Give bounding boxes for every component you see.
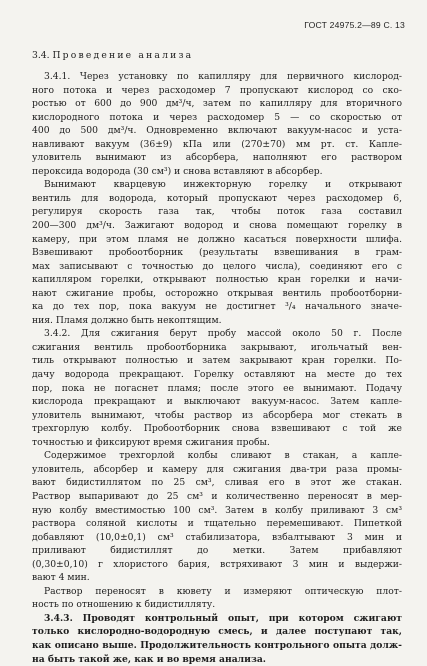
text-line: пор, пока не погаснет пламя; после этого ее вынимают. Подачу: [32, 382, 402, 394]
text-line: на быть такой же, как и во время анализа.: [32, 653, 266, 665]
text-line: кислородного потока и через расходомер 5 — со скоростью от: [32, 111, 402, 123]
text-line: 3.4.1. Через установку по капилляру для первичного кислород-: [44, 71, 402, 82]
text-line: добавляют (10,0±0,1) см³ стабилизатора, взбалтывают 3 мин и: [32, 531, 402, 543]
page-header: ГОСТ 24975.2—89 С. 13: [304, 20, 405, 30]
text-line: 3.4.3. Проводят контрольный опыт, при котором сжигают: [44, 612, 402, 624]
text-line: как описано выше. Продолжительность контрольного опыта долж-: [32, 639, 402, 651]
text-line: 200—300 дм³/ч. Зажигают водород и снова помещают горелку в: [32, 220, 402, 232]
text-line: ростью от 600 до 900 дм³/ч, затем по капилляру для вторичного: [32, 98, 402, 110]
text-line: 3.4.2. Для сжигания берут пробу массой около 50 г. После: [44, 328, 402, 340]
text-line: Раствор переносят в кювету и измеряют оптическую плот-: [44, 585, 402, 597]
text-line: только кислородно-водородную смесь, и далее поступают так,: [32, 626, 402, 638]
text-line: ного потока и через расходомер 7 пропускают кислород со ско-: [32, 84, 402, 96]
text-line: ную колбу вместимостью 100 см³. Затем в колбу приливают 3 см³: [32, 504, 402, 516]
text-line: уловитель вынимают из абсорбера, наполняют его раствором: [32, 152, 402, 164]
text-line: Раствор выпаривают до 25 см³ и количественно переносят в мер-: [32, 490, 402, 502]
text-line: Вынимают кварцевую инжекторную горелку и открывают: [44, 179, 402, 191]
text-line: мах записывают с точностью до целого числа), соединяют его с: [32, 260, 402, 272]
text-line: вают бидистиллятом по 25 см³, сливая его в этот же стакан.: [32, 477, 402, 489]
document-body: [32, 50, 402, 666]
text-line: капилляром горелки, открывают полностью кран горелки и начи-: [32, 274, 402, 286]
text-line: сжигания вентиль пробоотборника закрывают, игольчатый вен-: [32, 341, 402, 353]
text-line: Взвешивают пробоотборник (результаты взвешивания в грам-: [32, 247, 402, 259]
text-line: уловитель вынимают, чтобы раствор из абсорбера мог стекать в: [32, 409, 402, 421]
section-number: 3.4.: [32, 50, 50, 61]
text-line: (0,30±0,10) г хлористого бария, встряхивают 3 мин и выдержи-: [32, 558, 402, 570]
text-line: кислорода прекращают и выключают вакуум-насос. Затем капле-: [32, 396, 402, 408]
text-line: ния. Пламя должно быть некоптящим.: [32, 314, 222, 326]
text-line: Содержимое трехгорлой колбы сливают в стакан, а капле-: [44, 450, 402, 462]
text-line: вентиль для водорода, который пропускают через расходомер 6,: [32, 192, 402, 204]
text-line: регулируя скорость газа так, чтобы поток газа составил: [32, 206, 402, 218]
text-line: трехгорлую колбу. Пробоотборник снова взвешивают с той же: [32, 423, 402, 435]
paragraph: [32, 178, 402, 327]
text-line: камеру, при этом пламя не должно касаться поверхности шлифа.: [32, 233, 402, 245]
text-line: пероксида водорода (30 см³) и снова вставляют в абсорбер.: [32, 165, 323, 177]
text-line: уловитель, абсорбер и камеру для сжигания два-три раза промы-: [32, 463, 402, 475]
section-heading: [32, 50, 402, 62]
paragraphs: [32, 70, 402, 666]
text-line: 400 до 500 дм³/ч. Одновременно включают вакуум-насос и уста-: [32, 125, 402, 137]
paragraph: [32, 327, 402, 449]
paragraph: [32, 449, 402, 584]
paragraph: [32, 612, 402, 666]
paragraph: [32, 585, 402, 612]
text-line: раствора соляной кислоты и тщательно перемешивают. Пипеткой: [32, 518, 402, 530]
text-line: дачу водорода прекращают. Горелку оставляют на месте до тех: [32, 369, 402, 381]
text-line: точностью и фиксируют время сжигания пробы.: [32, 436, 270, 448]
text-line: вают 4 мин.: [32, 572, 90, 584]
text-line: тиль открывают полностью и затем закрывают кран горелки. По-: [32, 355, 402, 367]
text-line: ка до тех пор, пока вакуум не достигнет ³/₄ начального значе-: [32, 301, 402, 313]
paragraph: [32, 70, 402, 178]
section-title: Проведение анализа: [52, 50, 194, 61]
text-line: ность по отношению к бидистилляту.: [32, 599, 216, 611]
text-line: навливают вакуум (36±9) кПа или (270±70) мм рт. ст. Капле-: [32, 138, 402, 150]
text-line: нают сжигание пробы, осторожно открывая вентиль пробоотборни-: [32, 287, 402, 299]
text-line: приливают бидистиллят до метки. Затем прибавляют: [32, 545, 402, 557]
